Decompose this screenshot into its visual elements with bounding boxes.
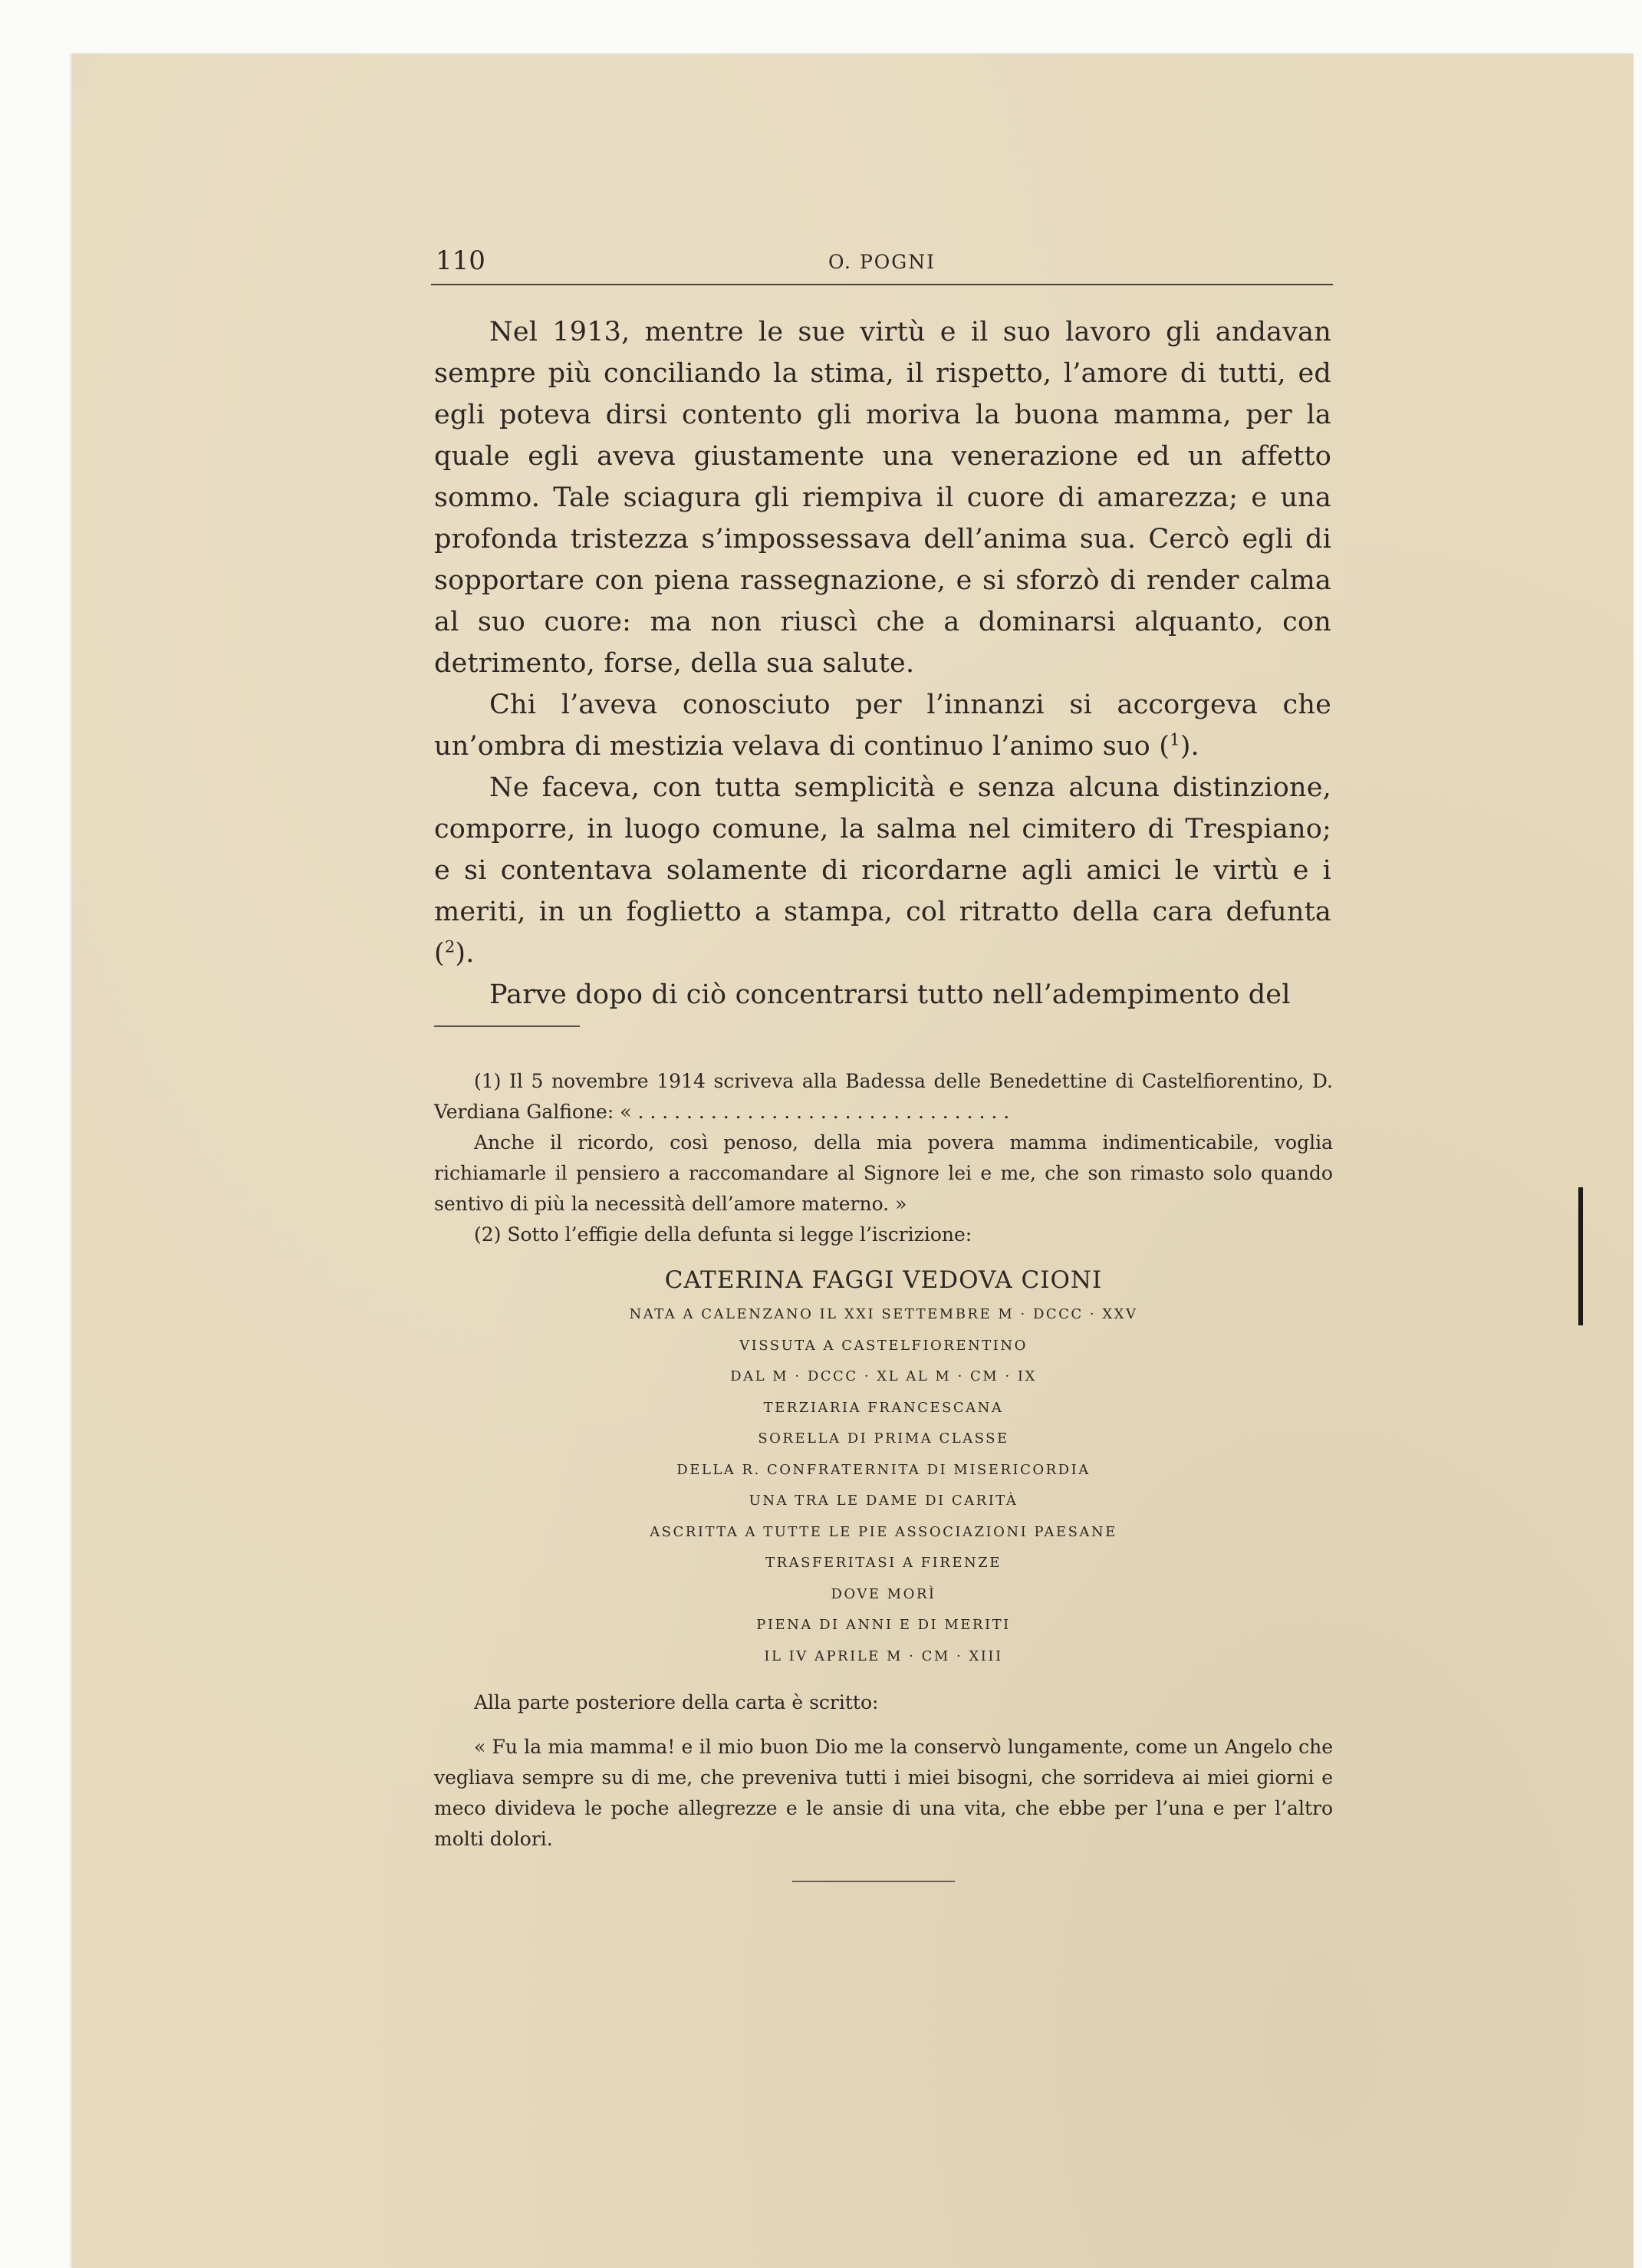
page-number: 110: [436, 245, 485, 276]
body-paragraph: [434, 684, 1331, 767]
inscription-line: TERZIARIA FRANCESCANA: [763, 1399, 1004, 1416]
body-paragraph: Nel 1913, mentre le sue virtù e il suo lavoro gli andavan sempre più conciliando la stima, il rispetto, l’amore di tutti, ed egli poteva dirsi contento gli moriva la buona mamma, per la quale egli aveva giustamente una venerazione ed un affetto sommo. Tale sciagura gli riempiva il cuore di amarezza; e una profonda tristezza s’impossessava dell’anima sua. Cercò egli di sopportare con piena rassegnazione, e si sforzò di render calma al suo cuore: ma non riuscì che a dominarsi alquanto, con detrimento, forse, della sua salute.: [434, 317, 1331, 679]
body-text: [434, 311, 1331, 1015]
body-paragraph: Parve dopo di ciò concentrarsi tutto nell’adempimento del: [489, 979, 1291, 1010]
inscription-line: VISSUTA A CASTELFIORENTINO: [739, 1337, 1028, 1354]
ref-close: ).: [455, 938, 475, 969]
inscription-line: DOVE MORÌ: [831, 1585, 936, 1602]
running-head: O. POGNI: [828, 251, 936, 273]
inscription-line: UNA TRA LE DAME DI CARITÀ: [749, 1493, 1018, 1509]
inscription-line: NATA A CALENZANO IL XXI SETTEMBRE M · DCCC · XXV: [629, 1306, 1138, 1322]
footnote-2: (2) Sotto l’effigie della defunta si legge l’iscrizione:: [474, 1223, 972, 1246]
inscription-line: DELLA R. CONFRATERNITA DI MISERICORDIA: [676, 1461, 1091, 1478]
inscription-line: ASCRITTA A TUTTE LE PIE ASSOCIAZIONI PAESANE: [650, 1523, 1117, 1540]
footnote-ref-2[interactable]: 2: [444, 937, 456, 956]
inscription-line: PIENA DI ANNI E DI MERITI: [756, 1617, 1011, 1633]
ref-close: ).: [1180, 731, 1199, 762]
inscription-line: IL IV APRILE M · CM · XIII: [764, 1648, 1003, 1664]
ref-open: (: [434, 938, 445, 969]
ref-open: (: [1150, 731, 1170, 762]
footnotes: [434, 1066, 1333, 1855]
footnote-divider: [434, 1025, 580, 1027]
inscription-line: TRASFERITASI A FIRENZE: [765, 1555, 1002, 1571]
inscription-line: DAL M · DCCC · XL AL M · CM · IX: [730, 1368, 1037, 1384]
footnote-ref-1[interactable]: 1: [1170, 730, 1180, 749]
page-header: [431, 244, 1333, 285]
inscription-line: SORELLA DI PRIMA CLASSE: [758, 1430, 1009, 1447]
inscription: [434, 1261, 1333, 1672]
footnote-1: (1) Il 5 novembre 1914 scriveva alla Badessa delle Benedettine di Castelfiorentino, D. Verdiana Galfione: « . . . . . . . . . . . . . . . . . . . . . . . . . . . . . . .: [434, 1070, 1333, 1123]
paragraph-text: Ne faceva, con tutta semplicità e senza alcuna distinzione, comporre, in luogo comune, la salma nel cimitero di Trespiano; e si contentava solamente di ricordarne agli amici le virtù e i meriti, in un foglietto a stampa, col ritratto della cara defunta: [434, 772, 1331, 927]
back-of-card-quote: « Fu la mia mamma! e il mio buon Dio me la conservò lungamente, come un Angelo che vegliava sempre su di me, che preveniva tutti i miei bisogni, che sorrideva ai miei giorni e meco divideva le poche allegrezze e le ansie di una vita, che ebbe per l’una e per l’altro molti dolori.: [434, 1736, 1333, 1850]
inscription-heading: CATERINA FAGGI VEDOVA CIONI: [664, 1266, 1103, 1294]
body-paragraph: [434, 767, 1331, 974]
paragraph-text: Chi l’aveva conosciuto per l’innanzi si accorgeva che un’ombra di mestizia velava di continuo l’animo suo: [434, 690, 1331, 762]
footnote-1-quote: Anche il ricordo, così penoso, della mia povera mamma indimenticabile, voglia richiamarle il pensiero a raccomandare al Signore lei e me, che son rimasto solo quando sentivo di più la necessità dell’amore materno. »: [434, 1131, 1333, 1215]
back-of-card-intro: Alla parte posteriore della carta è scritto:: [474, 1691, 879, 1713]
closing-rule: [792, 1881, 955, 1882]
binding-mark: [1578, 1187, 1583, 1325]
